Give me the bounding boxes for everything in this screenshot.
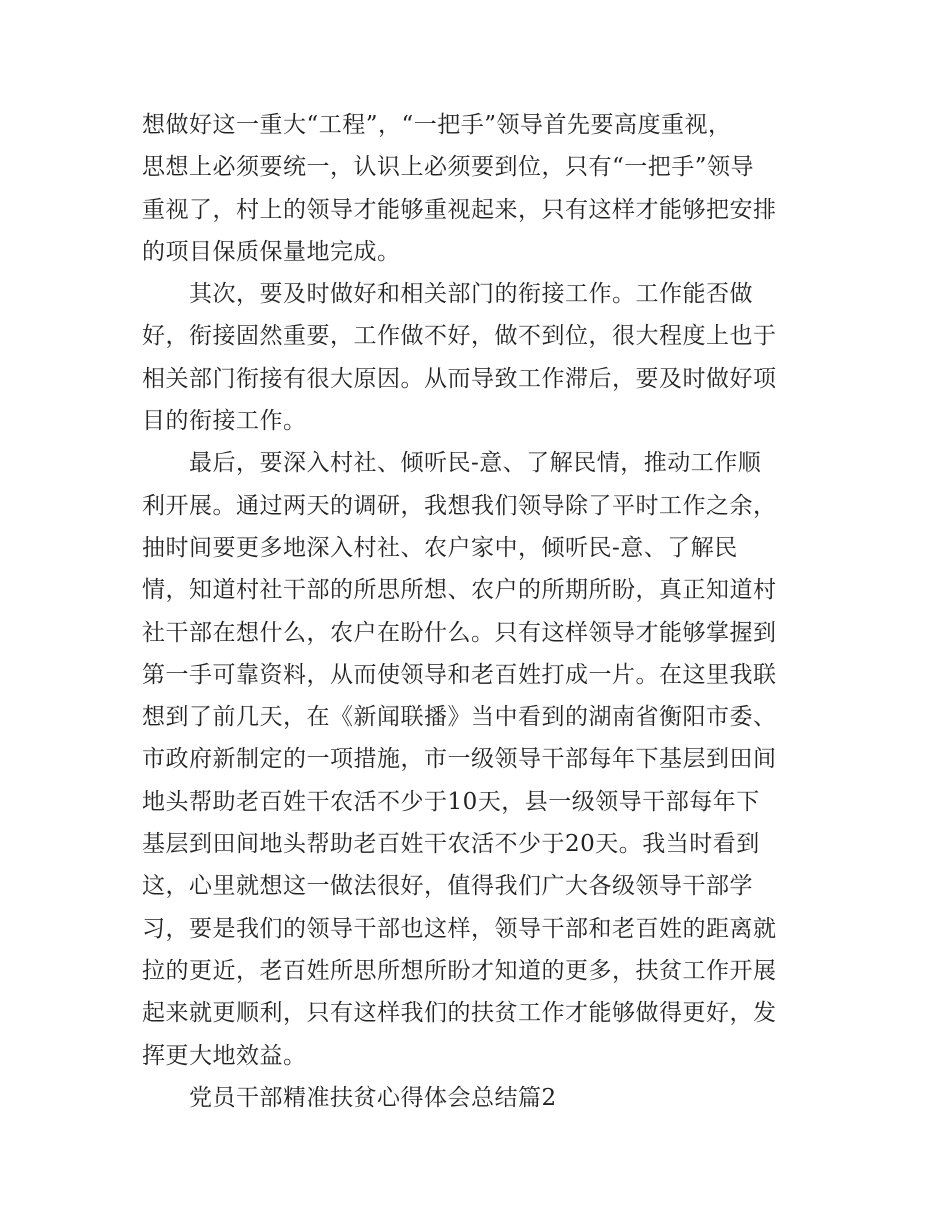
text-line: 基层到田间地头帮助老百姓干农活不少于20天。我当时看到 — [142, 831, 760, 858]
text-line: 想到了前几天，在《新闻联播》当中看到的湖南省衡阳市委、 — [142, 704, 777, 731]
text-line: 党员干部精准扶贫心得体会总结篇2 — [189, 1084, 557, 1111]
text-line: 社干部在想什么，农户在盼什么。只有这样领导才能够掌握到 — [142, 619, 777, 646]
text-line: 这，心里就想这一做法很好，值得我们广大各级领导干部学 — [142, 873, 753, 900]
text-line: 地头帮助老百姓干农活不少于10天，县一级领导干部每年下 — [142, 788, 760, 815]
text-line: 最后，要深入村社、倾听民-意、了解民情，推动工作顺 — [189, 450, 762, 477]
text-line: 其次，要及时做好和相关部门的衔接工作。工作能否做 — [189, 281, 753, 308]
text-line: 好，衔接固然重要，工作做不好，做不到位，很大程度上也于 — [142, 323, 777, 350]
text-line: 想做好这一重大“工程”，“一把手”领导首先要高度重视， — [142, 112, 732, 138]
text-line: 第一手可靠资料，从而使领导和老百姓打成一片。在这里我联 — [142, 661, 777, 688]
text-line: 习，要是我们的领导干部也这样，领导干部和老百姓的距离就 — [142, 915, 777, 942]
text-line: 情，知道村社干部的所思所想、农户的所期所盼，真正知道村 — [142, 577, 777, 604]
text-line: 重视了，村上的领导才能够重视起来，只有这样才能够把安排 — [142, 196, 777, 223]
text-line: 相关部门衔接有很大原因。从而导致工作滞后，要及时做好项 — [142, 365, 777, 392]
text-line: 起来就更顺利，只有这样我们的扶贫工作才能够做得更好，发 — [142, 1000, 777, 1027]
text-line: 思想上必须要统一，认识上必须要到位，只有“一把手”领导 — [142, 154, 755, 181]
text-line: 的项目保质保量地完成。 — [142, 238, 401, 265]
text-line: 市政府新制定的一项措施，市一级领导干部每年下基层到田间 — [142, 746, 777, 773]
text-line: 挥更大地效益。 — [142, 1042, 307, 1069]
text-line: 利开展。通过两天的调研，我想我们领导除了平时工作之余， — [142, 492, 777, 519]
text-line: 抽时间要更多地深入村社、农户家中，倾听民-意、了解民 — [142, 534, 738, 561]
text-line: 拉的更近，老百姓所思所想所盼才知道的更多，扶贫工作开展 — [142, 957, 777, 984]
document-body — [142, 104, 822, 1119]
text-line: 目的衔接工作。 — [142, 408, 307, 435]
